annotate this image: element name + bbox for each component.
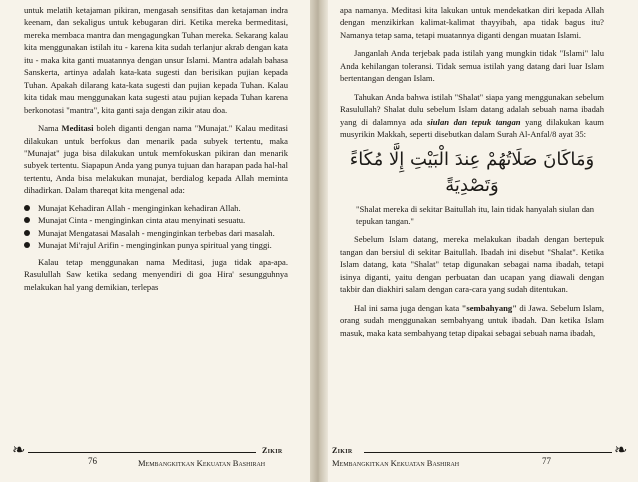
left-p2-post: boleh diganti dengan nama "Munajat." Kalau meditasi dilakukan untuk berfokus dan menarik pada subyek tertentu, maka "Munajat" juga bisa dilakukan untuk memfokuskan pikiran dan menarik subyek tertentu. Siapapun Anda yang punya tujuan dan harapan pada hal-hal tertentu, Anda bisa melakukan munajat, berdialog kepada Allah meminta dihadirkan. Dalam thareqat kita mengenal ada: [24,123,288,196]
left-footer [8,440,308,474]
list-item-text: Munajat Kehadiran Allah - menginginkan kehadiran Allah. [38,202,241,213]
left-page [0,0,316,482]
footer-book-title: Membangkitkan Kekuatan Bashirah [138,458,266,468]
page-number: 76 [88,456,97,466]
footer-book-title: Membangkitkan Kekuatan Bashirah [332,458,460,468]
arabic-verse: وَمَاكَانَ صَلَاتُهُمْ عِندَ الْبَيْتِ إِلَّا مُكَاءً وَتَصْدِيَةً [349,148,595,196]
left-last-paragraph: Kalau tetap menggunakan nama Meditasi, juga tidak apa-apa. Rasulullah Saw ketika sedang menyendiri di goa Hira' sesungguhnya melakukan hal yang demikian, terlepas [24,256,288,292]
left-paragraph-1: untuk melatih ketajaman pikiran, mengasah sensifitas dan ketajaman indra keenam, dan sekaligus untuk kebugaran diri. Ketika mereka bermeditasi, mereka membaca mantra dan mengagungkan Tuhan mereka. Sekarang kalau kita menggunakan istilah itu - karena kita sudah terlanjur akrab dengan kata itu - maka kita ganti muatannya dengan unsur Islami. Mantra adalah bahasa Sanskerta, artinya adalah kata-kata sugesti dan berisikan pujian kepada Tuhan. Apakah dilarang kata-kata sugesti dan pujian kepada Tuhan. Kalau kita tidak mau menggunakan kata sugesti atau pujian kepada Tuhan karena berkonotasi "mantra", kita ganti saja dengan zikir atau doa. [24,5,288,115]
list-item [24,214,288,226]
right-text-column [340,4,604,339]
footer-section-title: Zikir [262,446,283,455]
list-item [24,239,288,251]
footer-rule [364,452,612,453]
right-paragraph-2: Janganlah Anda terjebak pada istilah yang mungkin tidak "Islami" lalu Anda kehilangan toleransi. Tidak semua istilah yang datang dari luar Islam bertentangan dengan Islam. [340,48,604,84]
verse-translation: "Shalat mereka di sekitar Baitullah itu, lain tidak hanyalah siulan dan tepukan tangan." [356,203,595,226]
page-number: 77 [542,456,551,466]
right-footer [332,440,632,474]
ornament-icon: ❧ [12,442,26,459]
list-item [24,202,288,214]
munajat-list [24,202,288,252]
bullet-icon [24,217,30,223]
bullet-icon [24,242,30,248]
left-paragraph-2 [24,122,288,197]
left-text-column [24,4,288,293]
footer-section-title: Zikir [332,446,353,455]
right-p3-post: yang dilakukan kaum musyrikin Makkah, seperti disebutkan dalam Surah Al-Anfal/8 ayat 35: [340,116,604,140]
list-item-text: Munajat Mi'rajul Arifin - menginginkan punya spiritual yang tinggi. [38,240,272,251]
right-p5-pre: Hal ini sama juga dengan kata [354,302,462,313]
list-item-text: Munajat Cinta - menginginkan cinta atau menyinati sesuatu. [38,215,246,226]
list-item-text: Munajat Mengatasai Masalah - menginginkan terbebas dari masalah. [38,227,275,238]
right-p5-post: di Jawa. Sebelum Islam, orang sudah menggunakan sembahyang untuk ibadah. Dan ketika Islam masuk, maka kata sembahyang tetap dipakai sebagai sebuah nama ibadah, [340,302,604,338]
book-gutter [310,0,328,482]
right-paragraph-3 [340,91,604,141]
left-p2-bold: Meditasi [61,123,94,134]
right-page [322,0,638,482]
right-p5-bold: "sembahyang" [461,302,517,313]
ornament-icon: ❧ [614,442,628,459]
left-p2-pre: Nama [38,123,62,134]
list-item [24,227,288,239]
right-p3-pre: Tahukan Anda bahwa istilah "Shalat" siapa yang menggunakan sebelum Rasulullah? Shalat dulu sebelum Islam datang adalah sebuah nama ibadah yang di dalamnya ada [340,91,604,127]
right-paragraph-1: apa namanya. Meditasi kita lakukan untuk mendekatkan diri kepada Allah dengan menzikirkan kalimat-kalimat thayyibah, apa tidak bagus itu? Namanya tetap sama, tetapi muatannya diganti dengan muatan Islami. [340,5,604,40]
bullet-icon [24,205,30,211]
right-paragraph-4: Sebelum Islam datang, mereka melakukan ibadah dengan bertepuk tangan dan bersiul di sekitar Baitullah. Ibadah ini disebut "Shalat". Ketika Islam datang, kata "Shalat" tetap digunakan sebagai nama ibadah, tetapi isinya diganti, yaitu dengan perbuatan dan ucapan yang diawali dengan takbir dan diakhiri salam dengan cara-cara yang sudah ditentukan. [340,234,604,295]
footer-rule [28,452,256,453]
bullet-icon [24,230,30,236]
right-p3-emphasis: siulan dan tepuk tangan [427,116,521,127]
right-paragraph-5 [340,302,604,339]
